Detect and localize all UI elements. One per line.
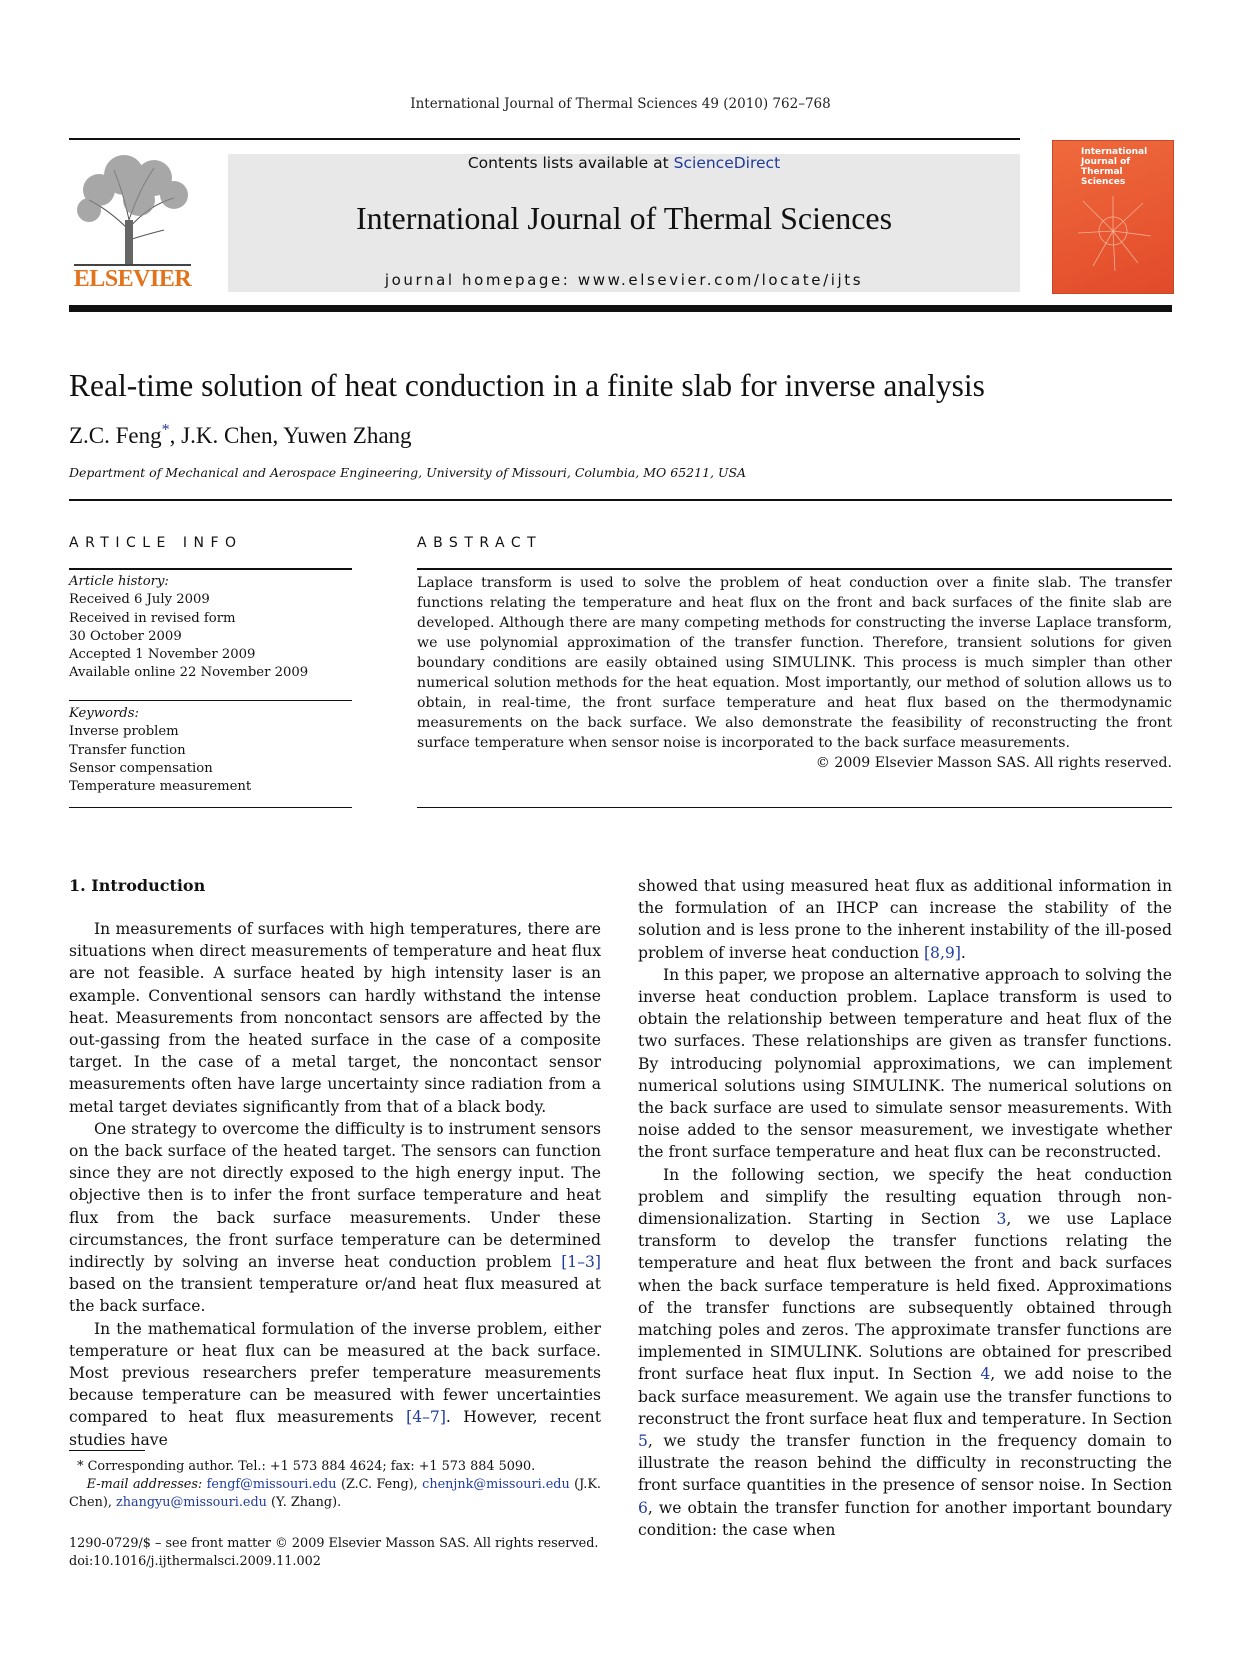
citation-link[interactable]: [8,9]: [923, 943, 961, 962]
abstract-rule: [417, 568, 1172, 570]
journal-cover-image: [1052, 140, 1174, 294]
abstract-bottom-rule: [417, 807, 1172, 808]
history-item: Available online 22 November 2009: [69, 665, 309, 681]
article-history: [69, 573, 308, 683]
history-item: Received in revised form: [69, 610, 236, 626]
history-item: Received 6 July 2009: [69, 592, 210, 608]
citation-link[interactable]: [4–7]: [406, 1408, 446, 1427]
footnote: [69, 1458, 601, 1512]
sciencedirect-link[interactable]: ScienceDirect: [673, 154, 781, 172]
journal-banner: [228, 154, 1020, 292]
corresponding-author-marker[interactable]: *: [161, 421, 170, 439]
issn-line: 1290-0729/$ – see front matter © 2009 Elsevier Masson SAS. All rights reserved.: [69, 1536, 599, 1551]
header-thick-rule: [69, 305, 1172, 312]
email-addresses: E-mail addresses: fengf@missouri.edu (Z.C. Feng), chenjnk@missouri.edu (J.K. Chen), zhangyu@missouri.edu (Y. Zhang).: [69, 1477, 601, 1510]
header-rule: [69, 138, 1020, 140]
abstract-copyright: © 2009 Elsevier Masson SAS. All rights reserved.: [815, 755, 1172, 771]
journal-name: International Journal of Thermal Sciences: [355, 200, 893, 236]
email-link[interactable]: chenjnk@missouri.edu: [422, 1477, 570, 1492]
section-heading-introduction: 1. Introduction: [69, 876, 206, 895]
keywords-rule: [69, 700, 352, 701]
paragraph: showed that using measured heat flux as additional information in the formulation of an IHCP can increase the stability of the solution and is less prone to the inherent instability of the ill-posed problem of inverse heat conduction [8,9].: [638, 877, 1172, 962]
title-rule: [69, 499, 1172, 501]
affiliation: Department of Mechanical and Aerospace Engineering, University of Missouri, Columbia, MO 65211, USA: [69, 465, 747, 480]
abstract-body: [417, 573, 1172, 773]
section-link[interactable]: 3: [996, 1210, 1007, 1229]
citation-link[interactable]: [1–3]: [561, 1253, 601, 1272]
paragraph: One strategy to overcome the difficulty is to instrument sensors on the back surface of the heated target. The sensors can function since they are not directly exposed to the high energy input. The objective then is to infer the front surface temperature and heat flux from the back surface measurements. Under these circumstances, the front surface temperature can be determined indirectly by solving an inverse heat conduction problem [1–3] based on the transient temperature or/and heat flux measured at the back surface.: [69, 1119, 601, 1316]
journal-homepage-link[interactable]: journal homepage: www.elsevier.com/locate/ijts: [384, 271, 864, 289]
footnote-rule: [69, 1450, 145, 1451]
corresponding-author-note: * Corresponding author. Tel.: +1 573 884 4624; fax: +1 573 884 5090.: [77, 1459, 536, 1474]
keywords-label: Keywords:: [69, 706, 139, 721]
front-matter: [69, 1535, 598, 1571]
article-info-rule: [69, 568, 352, 570]
abstract-text: Laplace transform is used to solve the problem of heat conduction over a finite slab. The transfer functions relating the temperature and heat flux on the front and back surfaces of the finite slab are developed. Although there are many competing methods for constructing the inverse Laplace transform, we use polynomial approximation of the transfer function. Therefore, transient solutions for given boundary conditions are easily obtained using SIMULINK. This process is much simpler than other numerical solution methods for the heat equation. Most importantly, our method of solution allows us to obtain, in real-time, the front surface temperature and heat flux based on the thermodynamic measurements on the back surface. We also demonstrate the feasibility of reconstructing the front surface temperature when sensor noise is incorporated to the back surface measurements.: [417, 575, 1172, 751]
history-label: Article history:: [69, 574, 169, 589]
article-info-heading: ARTICLE INFO: [69, 535, 243, 551]
body-column-left: [69, 918, 601, 1451]
cover-graphic-icon: [1053, 141, 1173, 293]
doi-link[interactable]: doi:10.1016/j.ijthermalsci.2009.11.002: [69, 1554, 321, 1569]
section-link[interactable]: 4: [980, 1365, 991, 1384]
keyword-item: Sensor compensation: [69, 760, 213, 776]
article-title: Real-time solution of heat conduction in a finite slab for inverse analysis: [69, 368, 985, 403]
abstract-heading: ABSTRACT: [417, 535, 543, 551]
elsevier-logo[interactable]: [69, 150, 196, 293]
keyword-item: Inverse problem: [69, 724, 179, 740]
publisher-logo-text: ELSEVIER: [73, 266, 192, 292]
keywords: [69, 705, 251, 796]
article-info-bottom-rule: [69, 807, 352, 808]
section-link[interactable]: 6: [638, 1498, 648, 1517]
email-link[interactable]: fengf@missouri.edu: [206, 1477, 337, 1492]
keyword-item: Transfer function: [69, 742, 186, 758]
history-item: 30 October 2009: [69, 628, 182, 644]
journal-citation: International Journal of Thermal Sciences 49 (2010) 762–768: [410, 96, 831, 112]
tree-icon: [69, 150, 196, 268]
paragraph: In the following section, we specify the heat conduction problem and simplify the resulting equation through non-dimensionalization. Starting in Section 3, we use Laplace transform to develop the transfer functions relating the temperature and heat flux between the front and back surfaces when the back surface temperature is held fixed. Approximations of the transfer functions are subsequently obtained through matching poles and zeros. The approximate transfer functions are implemented in SIMULINK. Solutions are obtained for prescribed front surface heat flux input. In Section 4, we add noise to the back surface measurement. We again use the transfer functions to reconstruct the front surface heat flux and temperature. In Section 5, we study the transfer function in the frequency domain to illustrate the reason behind the difficulty in reconstructing the front surface quantities in the presence of sensor noise. In Section 6, we obtain the transfer function for another important boundary condition: the case when: [638, 1165, 1172, 1539]
paragraph: In this paper, we propose an alternative approach to solving the inverse heat conduction problem. Laplace transform is used to obtain the relationship between temperature and heat flux of the two surfaces. These relationships are given as transfer functions. By introducing polynomial approximations, we can implement numerical solutions using SIMULINK. The numerical solutions on the back surface are used to simulate sensor measurements. With noise added to the sensor measurement, we investigate whether the front surface temperature and heat flux can be reconstructed.: [638, 965, 1172, 1162]
section-link[interactable]: 5: [638, 1432, 648, 1451]
contents-line: Contents lists available at ScienceDirect: [467, 154, 781, 172]
email-link[interactable]: zhangyu@missouri.edu: [115, 1495, 267, 1510]
article-authors: Z.C. Feng*, J.K. Chen, Yuwen Zhang: [69, 421, 412, 448]
paragraph: In measurements of surfaces with high temperatures, there are situations when direct measurements of temperature and heat flux are not feasible. A surface heated by high intensity laser is an example. Conventional sensors can hardly withstand the intense heat. Measurements from noncontact sensors are affected by the out-gassing from the heated surface in the case of a composite target. In the case of a metal target, the noncontact sensor measurements often have large uncertainty since radiation from a metal target deviates significantly from that of a black body.: [69, 920, 601, 1116]
body-column-right: [638, 875, 1172, 1541]
paragraph: In the mathematical formulation of the inverse problem, either temperature or heat flux can be measured at the back surface. Most previous researchers prefer temperature measurements because temperature can be measured with fewer uncertainties compared to heat flux measurements [4–7]. However, recent studies have: [69, 1319, 601, 1449]
cover-title: International Journal of Thermal Sciences: [1081, 147, 1148, 187]
keyword-item: Temperature measurement: [69, 779, 252, 795]
history-item: Accepted 1 November 2009: [69, 647, 256, 663]
